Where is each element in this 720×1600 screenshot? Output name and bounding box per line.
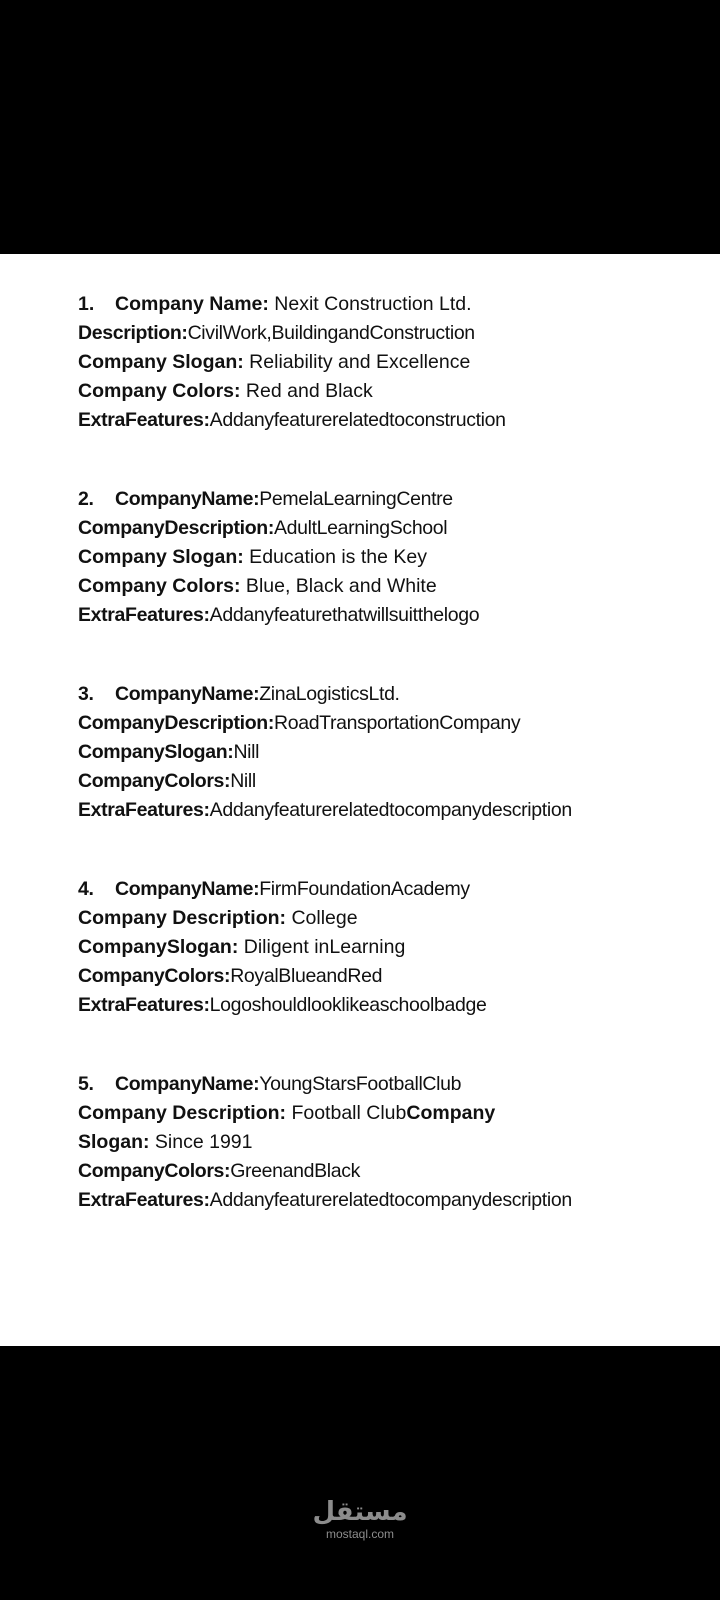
field-value: Education is the Key (243, 546, 427, 568)
field-value: ZinaLogisticsLtd. (259, 683, 400, 705)
watermark-arabic-logo: مستقل (312, 1497, 408, 1527)
field-value: Addanyfeaturerelatedtocompanydescription (209, 799, 572, 821)
field-label: CompanyColors: (78, 1160, 231, 1182)
field-label: ExtraFeatures: (78, 994, 210, 1016)
entry-number: 5. (78, 1073, 94, 1095)
field-label: CompanyName: (115, 488, 260, 510)
slogan-line (78, 348, 698, 377)
company-list (78, 290, 698, 1265)
company-name-line (78, 680, 698, 709)
mostaql-watermark (0, 1497, 720, 1541)
field-label: Company Colors: (78, 380, 241, 402)
field-label: Company Description: (78, 1102, 287, 1124)
description-line (78, 709, 698, 738)
top-black-band (0, 0, 720, 254)
colors-line (78, 1157, 698, 1186)
field-label: CompanyName: (115, 878, 260, 900)
description-line (78, 319, 698, 348)
extra-features-line (78, 1186, 698, 1215)
company-name-line (78, 875, 698, 904)
field-label: CompanyColors: (78, 770, 231, 792)
field-value: Diligent inLearning (238, 936, 406, 958)
field-value: Addanyfeaturethatwillsuitthelogo (209, 604, 480, 626)
field-value: College (286, 907, 358, 929)
field-value: Football Club (286, 1102, 407, 1124)
field-value: GreenandBlack (230, 1160, 361, 1182)
field-value: RoadTransportationCompany (273, 712, 521, 734)
field-label-continued: Company (406, 1102, 496, 1124)
field-value: Addanyfeaturerelatedtocompanydescription (209, 1189, 572, 1211)
field-value: FirmFoundationAcademy (259, 878, 470, 900)
field-label: ExtraFeatures: (78, 604, 210, 626)
field-value: Reliability and Excellence (243, 351, 471, 373)
company-entry-2 (78, 485, 698, 630)
field-value: YoungStarsFootballClub (259, 1073, 462, 1095)
colors-line (78, 767, 698, 796)
company-entry-3 (78, 680, 698, 825)
field-value: RoyalBlueandRed (230, 965, 383, 987)
description-line (78, 1099, 698, 1128)
field-value: Nill (230, 770, 256, 792)
extra-features-line (78, 796, 698, 825)
field-label: Company Description: (78, 907, 287, 929)
slogan-line (78, 933, 698, 962)
field-value: AdultLearningSchool (273, 517, 448, 539)
watermark-domain: mostaql.com (325, 1527, 395, 1541)
entry-number: 3. (78, 683, 94, 705)
field-label: CompanyDescription: (78, 712, 274, 734)
description-line (78, 514, 698, 543)
company-name-line (78, 290, 698, 319)
field-value: CivilWork,BuildingandConstruction (187, 322, 475, 344)
company-entry-1 (78, 290, 698, 435)
field-label: Company Name: (115, 293, 269, 315)
entry-number: 2. (78, 488, 94, 510)
description-line (78, 904, 698, 933)
company-entry-4 (78, 875, 698, 1020)
colors-line (78, 962, 698, 991)
field-value: Since 1991 (149, 1131, 253, 1153)
company-name-line (78, 1070, 698, 1099)
field-label: CompanySlogan: (78, 741, 234, 763)
entry-number: 1. (78, 293, 95, 315)
field-label: Slogan: (78, 1131, 150, 1153)
field-value: Blue, Black and White (240, 575, 437, 597)
extra-features-line (78, 991, 698, 1020)
company-entry-5 (78, 1070, 698, 1215)
field-label: Description: (78, 322, 188, 344)
field-value: Red and Black (240, 380, 373, 402)
field-label: CompanyColors: (78, 965, 231, 987)
extra-features-line (78, 601, 698, 630)
field-label: ExtraFeatures: (78, 1189, 210, 1211)
field-label: Company Slogan: (78, 546, 244, 568)
field-label: CompanyDescription: (78, 517, 274, 539)
field-value: Nill (233, 741, 260, 763)
field-value: Addanyfeaturerelatedtoconstruction (209, 409, 506, 431)
field-label: Company Colors: (78, 575, 241, 597)
field-label: ExtraFeatures: (78, 799, 210, 821)
field-label: CompanyName: (115, 683, 260, 705)
field-label: CompanyName: (115, 1073, 260, 1095)
bottom-black-band (0, 1346, 720, 1600)
document-page (0, 254, 720, 1346)
colors-line (78, 572, 698, 601)
slogan-line (78, 738, 698, 767)
colors-line (78, 377, 698, 406)
field-label: Company Slogan: (78, 351, 244, 373)
slogan-line (78, 1128, 698, 1157)
company-name-line (78, 485, 698, 514)
field-value: Logoshouldlooklikeaschoolbadge (209, 994, 487, 1016)
field-value: PemelaLearningCentre (259, 488, 453, 510)
field-value: Nexit Construction Ltd. (268, 293, 472, 315)
field-label: ExtraFeatures: (78, 409, 210, 431)
entry-number: 4. (78, 878, 94, 900)
extra-features-line (78, 406, 698, 435)
field-label: CompanySlogan: (78, 936, 239, 958)
slogan-line (78, 543, 698, 572)
